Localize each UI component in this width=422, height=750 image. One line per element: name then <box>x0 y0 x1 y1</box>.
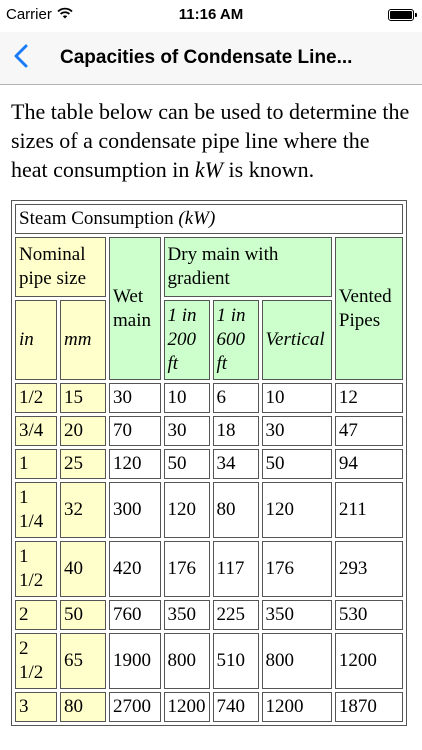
cell-gradient-600: 225 <box>213 600 259 630</box>
cell-in: 1 1/2 <box>15 541 57 597</box>
cell-vertical: 50 <box>262 449 332 479</box>
header-gradient-200: 1 in 200 ft <box>164 300 210 380</box>
page-title: Capacities of Condensate Line... <box>60 47 353 68</box>
cell-in: 1 1/4 <box>15 482 57 538</box>
cell-wet-main: 300 <box>109 482 161 538</box>
cell-in: 1 <box>15 449 57 479</box>
cell-mm: 25 <box>60 449 106 479</box>
cell-gradient-200: 30 <box>164 416 210 446</box>
cell-mm: 50 <box>60 600 106 630</box>
capacity-table <box>11 200 407 726</box>
intro-text <box>11 97 411 184</box>
cell-gradient-200: 1200 <box>164 692 210 722</box>
content <box>0 85 422 726</box>
cell-vertical: 1200 <box>262 692 332 722</box>
cell-gradient-600: 18 <box>213 416 259 446</box>
cell-mm: 15 <box>60 383 106 413</box>
cell-vertical: 350 <box>262 600 332 630</box>
cell-gradient-200: 350 <box>164 600 210 630</box>
header-vertical: Vertical <box>262 300 332 380</box>
cell-vertical: 10 <box>262 383 332 413</box>
cell-in: 3/4 <box>15 416 57 446</box>
cell-gradient-600: 34 <box>213 449 259 479</box>
carrier-label: Carrier <box>6 6 52 23</box>
header-nominal: Nominal pipe size <box>15 237 106 297</box>
cell-in: 2 1/2 <box>15 633 57 689</box>
cell-vented: 211 <box>335 482 403 538</box>
header-mm: mm <box>60 300 106 380</box>
cell-wet-main: 70 <box>109 416 161 446</box>
cell-vented: 1870 <box>335 692 403 722</box>
cell-in: 2 <box>15 600 57 630</box>
cell-vertical: 30 <box>262 416 332 446</box>
cell-wet-main: 760 <box>109 600 161 630</box>
cell-vertical: 176 <box>262 541 332 597</box>
table-row <box>15 600 403 630</box>
intro-after: is known. <box>223 157 315 182</box>
caption-text: Steam Consumption <box>19 208 179 229</box>
cell-wet-main: 420 <box>109 541 161 597</box>
cell-mm: 32 <box>60 482 106 538</box>
cell-vented: 12 <box>335 383 403 413</box>
table-row <box>15 633 403 689</box>
cell-gradient-200: 176 <box>164 541 210 597</box>
navigation-bar <box>0 32 422 85</box>
caption-unit: (kW) <box>178 208 216 229</box>
cell-gradient-200: 50 <box>164 449 210 479</box>
cell-vented: 1200 <box>335 633 403 689</box>
cell-mm: 65 <box>60 633 106 689</box>
cell-gradient-200: 800 <box>164 633 210 689</box>
table-caption <box>15 204 403 234</box>
cell-wet-main: 30 <box>109 383 161 413</box>
cell-vertical: 120 <box>262 482 332 538</box>
table-row <box>15 692 403 722</box>
header-row-1 <box>15 237 403 297</box>
cell-vented: 47 <box>335 416 403 446</box>
header-vented: Vented Pipes <box>335 237 403 380</box>
table-row <box>15 482 403 538</box>
cell-gradient-200: 120 <box>164 482 210 538</box>
cell-vertical: 800 <box>262 633 332 689</box>
intro-before: The table below can be used to determine the sizes of a condensate pipe line where the heat consumption in <box>11 99 410 182</box>
back-button[interactable] <box>4 40 38 76</box>
cell-wet-main: 2700 <box>109 692 161 722</box>
battery-icon <box>388 9 414 21</box>
cell-gradient-600: 6 <box>213 383 259 413</box>
cell-in: 3 <box>15 692 57 722</box>
status-bar <box>0 0 422 32</box>
cell-gradient-600: 117 <box>213 541 259 597</box>
cell-vented: 293 <box>335 541 403 597</box>
cell-in: 1/2 <box>15 383 57 413</box>
status-time: 11:16 AM <box>178 6 244 23</box>
header-wet-main: Wet main <box>109 237 161 380</box>
cell-gradient-600: 740 <box>213 692 259 722</box>
cell-wet-main: 120 <box>109 449 161 479</box>
cell-wet-main: 1900 <box>109 633 161 689</box>
table-row <box>15 449 403 479</box>
header-dry-main: Dry main with gradient <box>164 237 332 297</box>
table-row <box>15 383 403 413</box>
cell-gradient-600: 510 <box>213 633 259 689</box>
cell-gradient-200: 10 <box>164 383 210 413</box>
cell-mm: 40 <box>60 541 106 597</box>
header-gradient-600: 1 in 600 ft <box>213 300 259 380</box>
chevron-left-icon <box>14 44 28 73</box>
caption-row <box>15 204 403 234</box>
cell-gradient-600: 80 <box>213 482 259 538</box>
cell-mm: 80 <box>60 692 106 722</box>
table-row <box>15 416 403 446</box>
cell-vented: 530 <box>335 600 403 630</box>
cell-vented: 94 <box>335 449 403 479</box>
header-in: in <box>15 300 57 380</box>
intro-unit: kW <box>194 157 224 182</box>
cell-mm: 20 <box>60 416 106 446</box>
table-row <box>15 541 403 597</box>
